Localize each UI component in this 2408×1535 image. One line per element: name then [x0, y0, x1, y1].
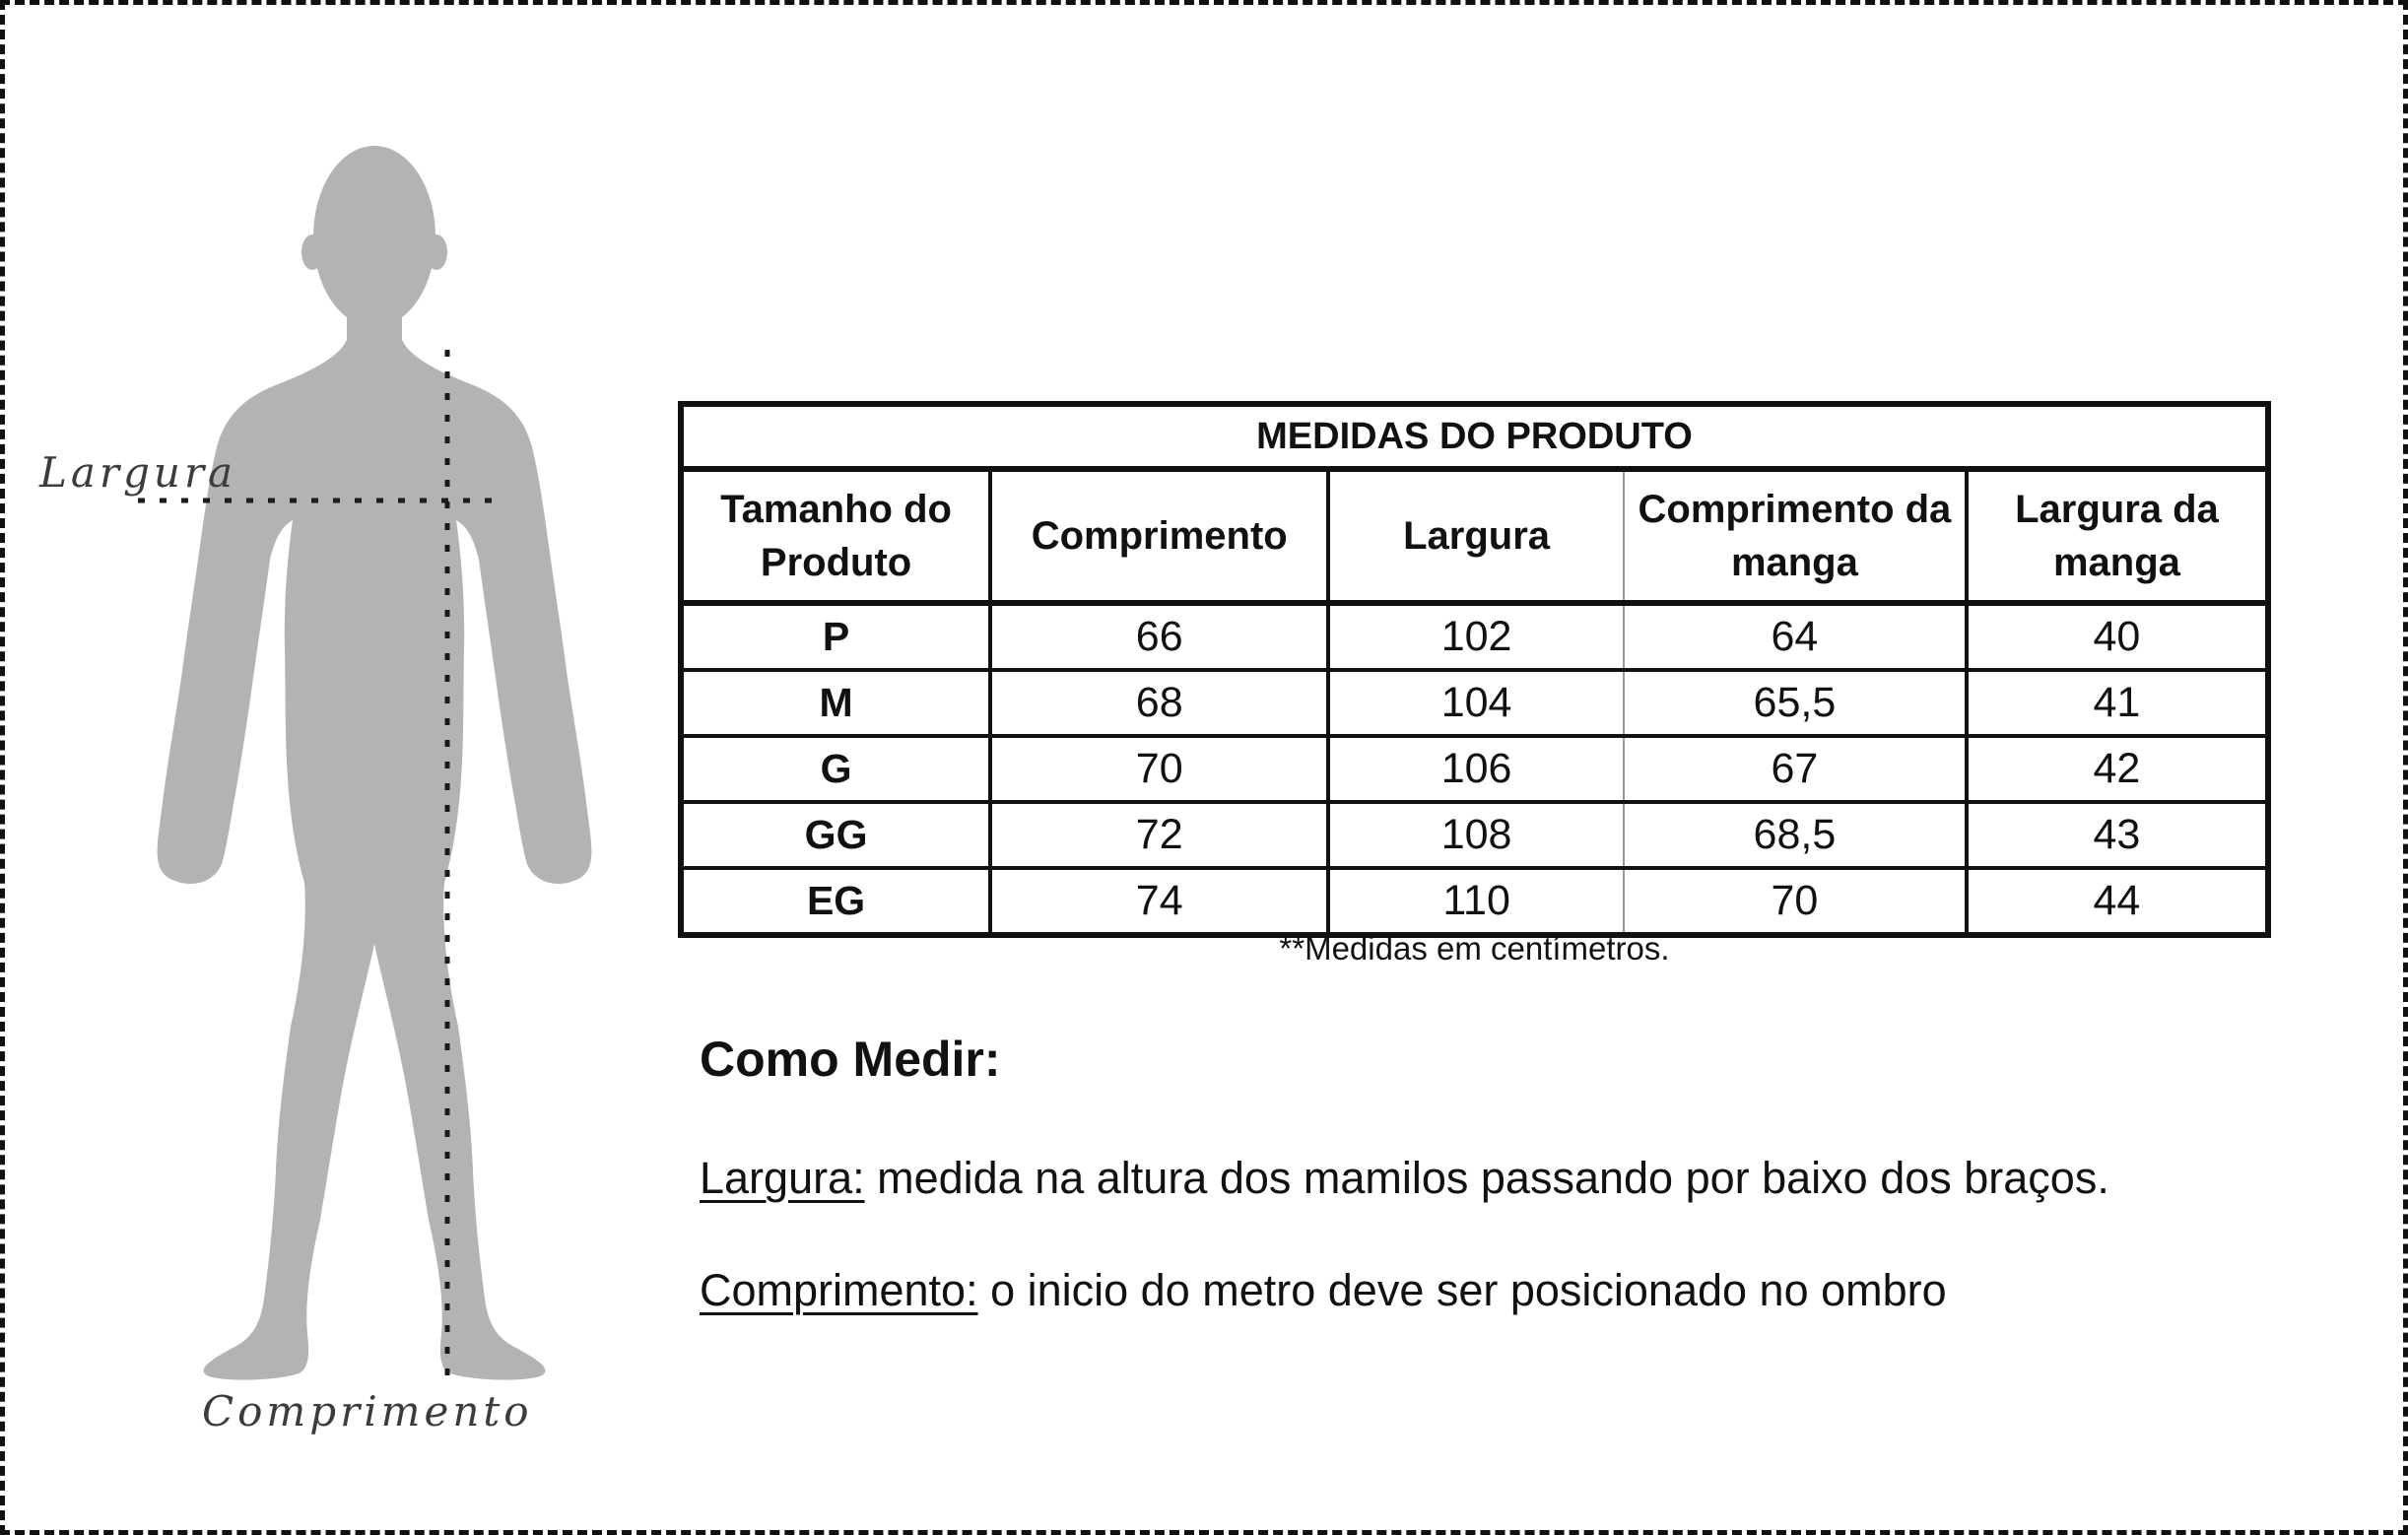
measure-cell: 106	[1328, 736, 1624, 802]
measure-cell: 72	[990, 802, 1328, 868]
measure-cell: 68	[990, 670, 1328, 736]
size-table-body	[681, 603, 2268, 935]
measure-cell: 74	[990, 868, 1328, 935]
width-label: Largura	[39, 448, 237, 497]
human-silhouette	[158, 146, 592, 1380]
table-row	[681, 868, 2268, 935]
width-term: Largura:	[700, 1153, 865, 1203]
measure-cell: 64	[1624, 603, 1967, 670]
table-row	[681, 603, 2268, 670]
size-table-title: MEDIDAS DO PRODUTO	[681, 404, 2268, 469]
size-table	[678, 401, 2271, 938]
measure-cell: 70	[990, 736, 1328, 802]
measure-cell: 70	[1624, 868, 1967, 935]
size-table-header-row	[681, 469, 2268, 603]
size-cell: GG	[681, 802, 990, 868]
size-cell: M	[681, 670, 990, 736]
measure-cell: 41	[1967, 670, 2268, 736]
size-cell: P	[681, 603, 990, 670]
measure-cell: 108	[1328, 802, 1624, 868]
width-description: medida na altura dos mamilos passando por baixo dos braços.	[864, 1153, 2109, 1203]
measure-cell: 40	[1967, 603, 2268, 670]
how-to-measure-width-line	[700, 1153, 2109, 1204]
size-cell: EG	[681, 868, 990, 935]
length-term: Comprimento:	[700, 1265, 978, 1315]
size-table-title-row	[681, 404, 2268, 469]
measure-cell: 43	[1967, 802, 2268, 868]
table-row	[681, 736, 2268, 802]
measure-cell: 104	[1328, 670, 1624, 736]
measure-cell: 102	[1328, 603, 1624, 670]
measure-cell: 68,5	[1624, 802, 1967, 868]
column-header: Tamanho do Produto	[681, 469, 990, 603]
measurement-diagram	[138, 138, 611, 1389]
measure-cell: 110	[1328, 868, 1624, 935]
length-description: o inicio do metro deve ser posicionado no ombro	[977, 1265, 1947, 1315]
how-to-measure-heading: Como Medir:	[700, 1032, 1001, 1087]
measure-cell: 42	[1967, 736, 2268, 802]
how-to-measure-length-line	[700, 1265, 1947, 1316]
measure-cell: 65,5	[1624, 670, 1967, 736]
column-header: Largura da manga	[1967, 469, 2268, 603]
measure-cell: 66	[990, 603, 1328, 670]
table-row	[681, 802, 2268, 868]
column-header: Comprimento da manga	[1624, 469, 1967, 603]
table-row	[681, 670, 2268, 736]
column-header: Largura	[1328, 469, 1624, 603]
table-footnote: **Medidas em centímetros.	[1279, 930, 1670, 967]
measure-cell: 44	[1967, 868, 2268, 935]
column-header: Comprimento	[990, 469, 1328, 603]
size-cell: G	[681, 736, 990, 802]
measure-cell: 67	[1624, 736, 1967, 802]
length-label: Comprimento	[202, 1387, 533, 1435]
